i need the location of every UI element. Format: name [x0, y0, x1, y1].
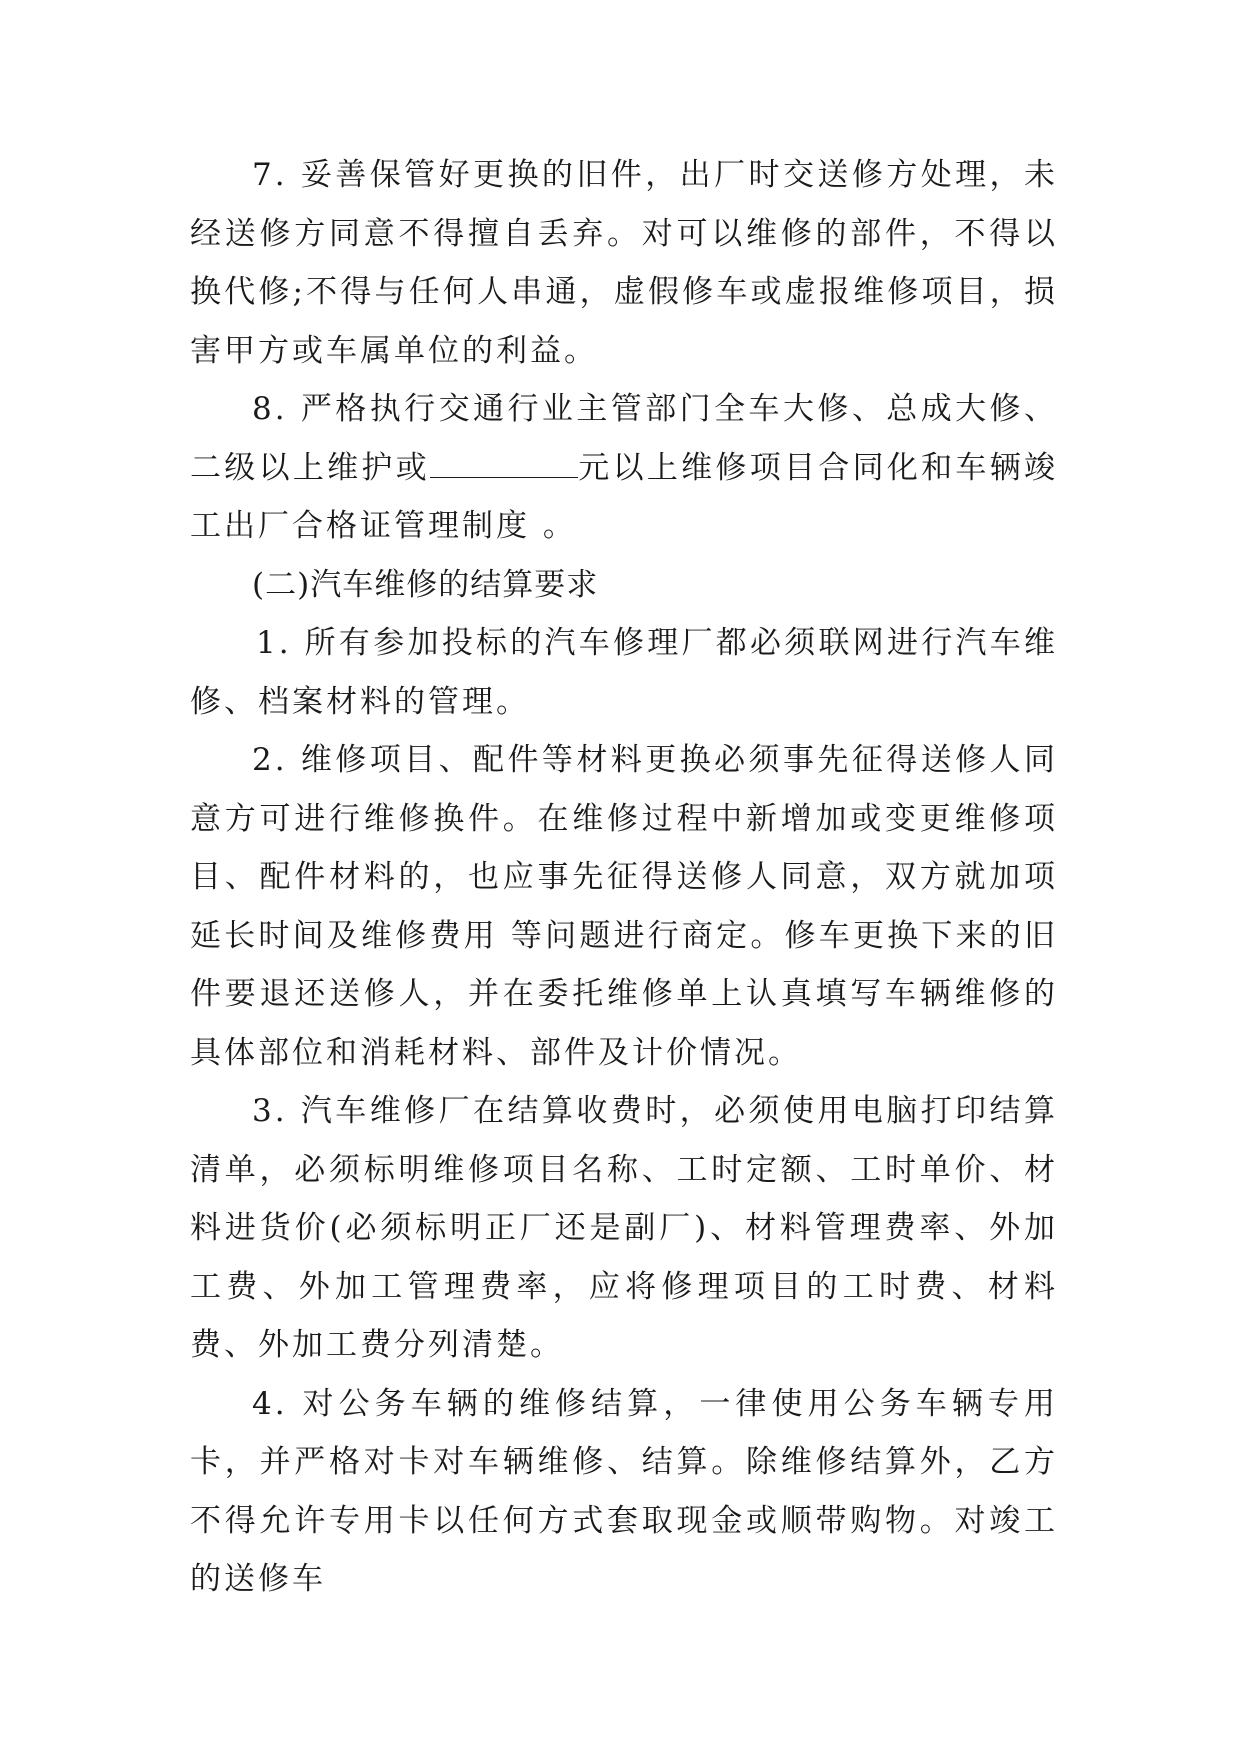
fill-in-blank [430, 447, 578, 478]
paragraph-item-7: 7. 妥善保管好更换的旧件，出厂时交送修方处理，未经送修方同意不得擅自丢弃。对可以维修的部件，不得以换代修;不得与任何人串通，虚假修车或虚报维修项目，损害甲方或车属单位的利益。 [190, 157, 1058, 369]
settlement-item-2: 2. 维修项目、配件等材料更换必须事先征得送修人同意方可进行维修换件。在维修过程中新增加或变更维修项目、配件材料的，也应事先征得送修人同意，双方就加项延长时间及维修费用 等问题进行商定。修车更换下来的旧件要退还送修人，并在委托维修单上认真填写车辆维修的具体部位和消耗材料、部件及计价情况。 [190, 742, 1058, 1071]
document-page [190, 146, 1058, 1609]
paragraph-item-8 [190, 380, 1058, 556]
settlement-item-3: 3. 汽车维修厂在结算收费时，必须使用电脑打印结算清单，必须标明维修项目名称、工时定额、工时单价、材料进货价(必须标明正厂还是副厂)、材料管理费率、外加工费、外加工管理费率，应将修理项目的工时费、材料费、外加工费分列清楚。 [190, 1093, 1058, 1363]
section-heading: (二)汽车维修的结算要求 [252, 566, 599, 603]
paragraph-item-8-text-before: 8. 严格执行交通行业主管部门全车大修、总成大修、二级以上维护或 [190, 391, 1058, 486]
paragraph-item-8-text-after: 元以上维修项目合同化和车辆竣工出厂合格证管理制度 。 [190, 449, 1058, 544]
settlement-item-1: 1. 所有参加投标的汽车修理厂都必须联网进行汽车维修、档案材料的管理。 [190, 625, 1058, 720]
settlement-item-4: 4. 对公务车辆的维修结算，一律使用公务车辆专用卡，并严格对卡对车辆维修、结算。除维修结算外，乙方不得允许专用卡以任何方式套取现金或顺带购物。对竣工的送修车 [190, 1385, 1058, 1597]
